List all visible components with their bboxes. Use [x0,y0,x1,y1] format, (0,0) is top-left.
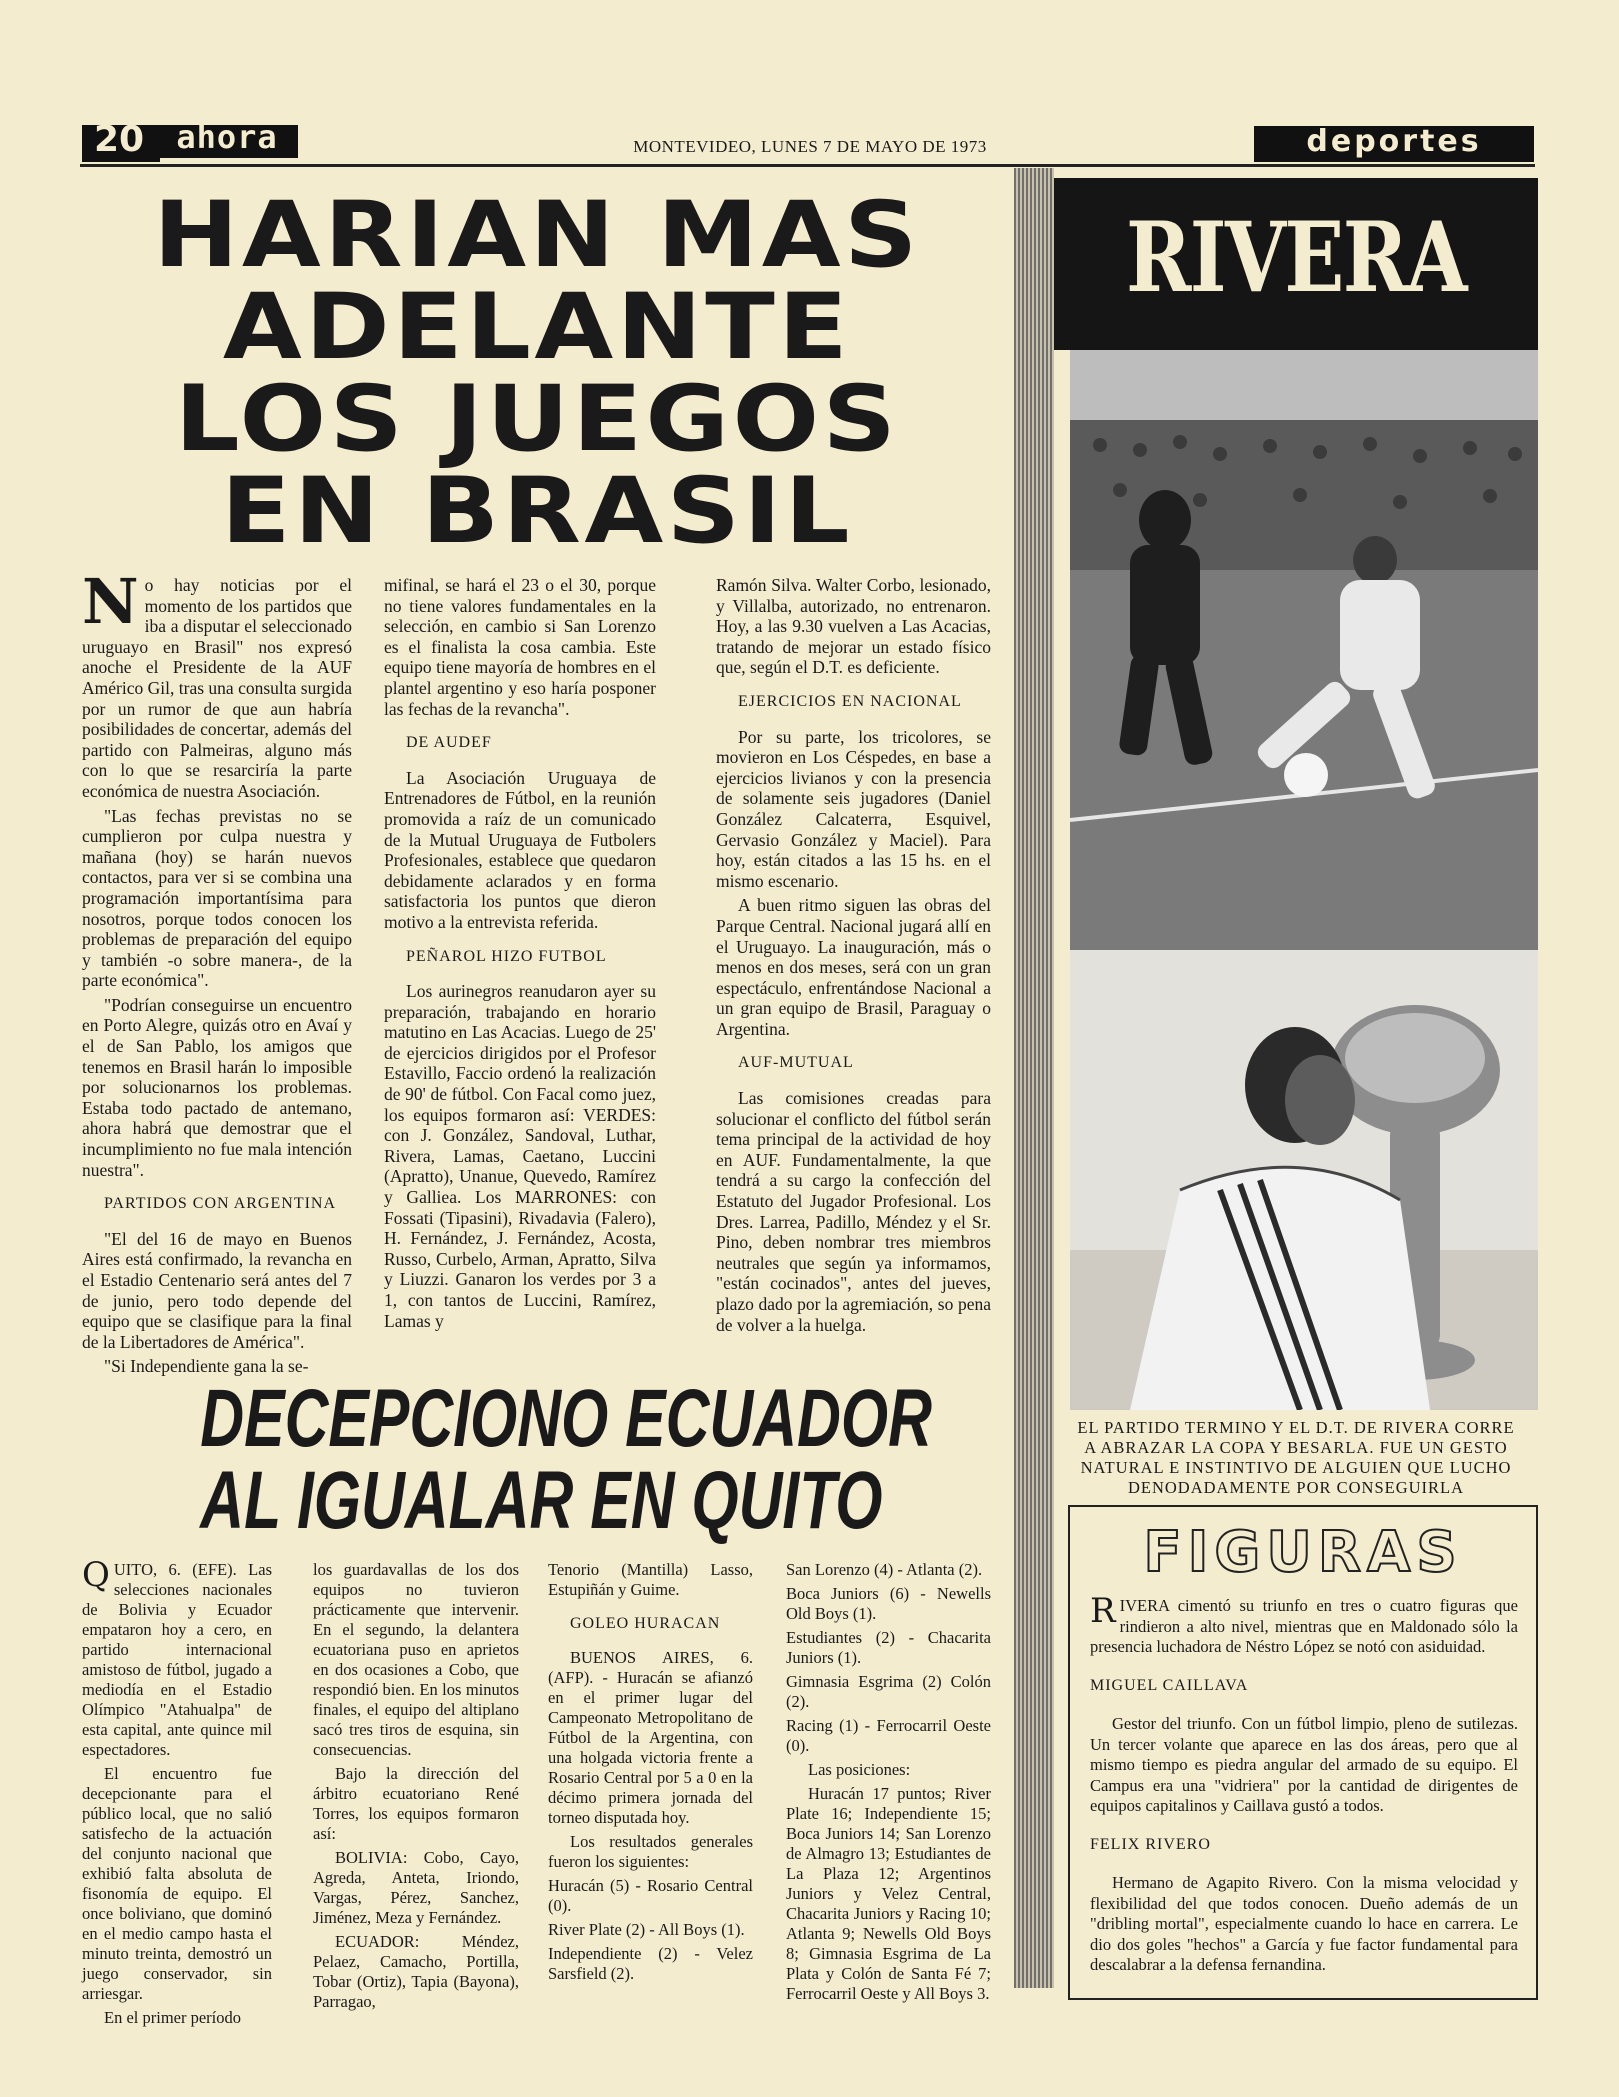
headline-line: EN BRASIL [221,459,853,564]
subheading: PARTIDOS CON ARGENTINA [104,1195,337,1213]
article1-column-2 [384,575,656,1335]
result-line: Boca Juniors (6) - Newells Old Boys (1). [786,1584,991,1623]
match-photo-image [1070,350,1538,950]
article2-column-1 [82,1555,272,2032]
paragraph: "Si Independiente gana la se- [104,1356,309,1377]
subheading: EJERCICIOS EN NACIONAL [738,692,962,710]
paragraph: mifinal, se hará el 23 o el 30, porque no tiene valores fundamentales en la selección, en cambio si San Lorenzo es el finalista la cosa cambia. Este equipo tiene mayoría de hombres en el plantel argentino y eso haría posponer las fechas de la revancha". [384,575,656,719]
article1-headline [82,183,992,564]
section-name: deportes [1306,124,1482,159]
headline-line: AL IGUALAR EN QUITO [200,1455,883,1546]
vertical-divider [1014,168,1054,1988]
player-name: FELIX RIVERO [1090,1835,1211,1853]
paragraph: BOLIVIA: Cobo, Cayo, Agreda, Anteta, Iriondo, Vargas, Pérez, Sanchez, Jiménez, Meza y Fernández. [313,1848,519,1927]
header-rule [80,164,1535,167]
headline-line: ADELANTE [222,275,852,380]
headline-line: HARIAN MAS [153,183,921,288]
paragraph: Por su parte, los tricolores, se movieron en Los Céspedes, en base a ejercicios livianos y con la presencia de solamente seis jugadores (Daniel González Calcaterra, Esquivel, Gervasio González y Maciel). Para hoy, están citados a las 15 hs. en el mismo escenario. [716,726,991,891]
article2-headline [82,1373,992,1546]
paragraph: Bajo la dirección del árbitro ecuatoriano René Torres, los equipos formaron así: [313,1764,519,1843]
drop-cap: N [82,565,139,638]
article1-column-1 [82,565,352,1381]
dateline: MONTEVIDEO, LUNES 7 DE MAYO DE 1973 [633,137,987,156]
paragraph: "El del 16 de mayo en Buenos Aires está confirmado, la revancha en el Estadio Centenario será antes del 7 de junio, pero todo depende del equipo que se clasifique para la final de la Libertadores de América". [82,1228,352,1352]
subheading: DE AUDEF [406,734,492,752]
result-line: Racing (1) - Ferrocarril Oeste (0). [786,1716,991,1755]
paragraph: A buen ritmo siguen las obras del Parque Central. Nacional jugará allí en el Uruguayo. La inauguración, más o menos en dos meses, será con un gran espectáculo, enfrentándose Nacional a un gran equipo de Brasil, Paraguay o Argentina. [716,895,991,1039]
standings-title: Las posiciones: [808,1760,911,1779]
figuras-title: FIGURAS [1143,1520,1463,1585]
article2-column-2 [313,1560,519,2016]
drop-cap: R [1090,1591,1116,1631]
headline-line: DECEPCIONO ECUADOR [200,1373,932,1464]
subheading: AUF-MUTUAL [738,1054,854,1072]
paragraph: En el primer período [104,2008,241,2027]
drop-cap: Q [82,1555,110,1595]
subheading: PEÑAROL HIZO FUTBOL [406,947,607,965]
caption-line: A ABRAZAR LA COPA Y BESARLA. FUE UN GESTO [1084,1438,1508,1457]
paragraph: La Asociación Uruguaya de Entrenadores de Fútbol, en la reunión promovida a raíz de un comunicado de la Mutual Uruguaya de Futbolers Profesionales, establece que quedaron debidamente aclarados y en forma satisfactoria los puntos que dieron motivo a la entrevista referida. [384,767,656,932]
paragraph: Tenorio (Mantilla) Lasso, Estupiñán y Guime. [548,1560,753,1599]
paragraph: BUENOS AIRES, 6. (AFP). - Huracán se afianzó en el primer lugar del Campeonato Metropolitano de Fútbol de la Argentina, con una holgada victoria frente a Rosario Central por 5 a 0 en la décimo primera jornada del torneo disputada hoy. [548,1648,753,1827]
trophy-photo [1070,950,1538,1410]
paragraph: los guardavallas de los dos equipos no tuvieron prácticamente que intervenir. En el segundo, la delantera ecuatoriana puso en aprietos en dos ocasiones a Cobo, que respondió bien. En los minutos finales, el equipo del altiplano sacó tres tiros de esquina, sin consecuencias. [313,1560,519,1759]
headline-line: LOS JUEGOS [174,367,900,472]
paragraph: Los aurinegros reanudaron ayer su preparación, trabajando en horario matutino en Las Acacias. Luego de 25' de ejercicios dirigidos por el Profesor Estavillo, Faccio ordenó la realización de 90' de fútbol. Con Facal como juez, los equipos formaron así: VERDES: con J. González, Sandoval, Luthar, Rivera, Lamas, Caetano, Luccini (Apratto), Unanue, Quevedo, Ramírez y Galliea. Los MARRONES: con Fossati (Tipasini), Rivadavia (Falero), H. Fernández, J. Fernández, Acosta, Russo, Curbelo, Arman, Apratto, Silva y Liuzzi. Ganaron los verdes por 3 a 1, con tantos de Luccini, Ramírez, Lamas y [384,981,656,1331]
standings: Huracán 17 puntos; River Plate 16; Independiente 15; Boca Juniors 14; San Lorenzo de Almagro 13; Estudiantes de La Plaza 12; Argentinos Juniors y Velez Central, Chacarita Juniors y Racing 10; Atlanta 9; Newells Old Boys 8; Gimnasia Esgrima de La Plata y Colón de Santa Fé 7; Ferrocarril Oeste y All Boys 3. [786,1784,991,2003]
subheading: GOLEO HURACAN [570,1615,721,1632]
paragraph: Gestor del triunfo. Con un fútbol limpio, pleno de sutilezas. Un tercer volante que aparece en las dos áreas, pero que al mismo tiempo es piedra angular del armado de su equipo. El Campus era una "vidriera" por la cantidad de dirigentes de equipos capitalinos y Caillava gustó a todos. [1090,1714,1518,1815]
paragraph: UITO, 6. (EFE). Las selecciones nacionales de Bolivia y Ecuador empataron hoy a cero, en partido internacional amistoso de fútbol, jugado a mediodía en el Estadio Olímpico "Atahualpa" de esta capital, ante quince mil espectadores. [82,1560,272,1759]
caption-line: NATURAL E INSTINTIVO DE ALGUIEN QUE LUCHO [1080,1458,1512,1477]
player-name: MIGUEL CAILLAVA [1090,1676,1249,1694]
paragraph: o hay noticias por el momento de los partidos que iba a disputar el seleccionado uruguayo en Brasil" nos expresó anoche el Presidente de la AUF Américo Gil, tras una consulta surgida por un rumor de que aun habría posibilidades de concertar, además del partido con Palmeiras, alguno más con lo que se resarciría la parte económica de nuestra Asociación. [82,575,352,801]
result-line: San Lorenzo (4) - Atlanta (2). [786,1560,983,1579]
paragraph: Hermano de Agapito Rivero. Con la misma velocidad y flexibilidad del que todos conocen. Dueño además de un "dribling mortal", especialmente cuando lo hace en carrera. Le dio dos goles "hechos" a García y fue factor fundamental para descalabrar a la defensa fernandina. [1090,1873,1518,1974]
paragraph: ECUADOR: Méndez, Pelaez, Camacho, Portilla, Tobar (Ortiz), Tapia (Bayona), Parragao, [313,1932,519,2011]
paragraph: "Podrían conseguirse un encuentro en Porto Alegre, quizás otro en Avaí y el de San Pablo, los amigos que tenemos en Brasil harán lo imposible por solucionarnos los problemas. Estaba todo pactado de antemano, ahora habrá que demostrar que el incumplimiento no fue mala intención nuestra". [82,994,352,1180]
result-line: River Plate (2) - All Boys (1). [548,1920,745,1939]
article2-column-3 [548,1560,753,1988]
paragraph: El encuentro fue decepcionante para el público local, que no salió satisfecho de la actuación del conjunto nacional que exhibió falta absoluta de fisonomía de equipo. El once boliviano, que dominó en el medio campo hasta el minuto treinta, demostró un juego conservador, sin arriesgar. [82,1764,272,2003]
paragraph: Los resultados generales fueron los siguientes: [548,1832,753,1871]
article2-column-4 [786,1560,991,2008]
figuras-text [1090,1591,1518,1982]
article1-column-3 [716,575,991,1339]
result-line: Estudiantes (2) - Chacarita Juniors (1). [786,1628,991,1667]
paper-name: ahora [176,118,278,156]
paragraph: "Las fechas previstas no se cumplieron por culpa nuestra y mañana (hoy) se harán nuevos contactos, para ver si se combina una programación importantísima para nosotros, porque todos conocen los problemas de preparación del equipo y también -o sobre manera-, de la parte económica". [82,805,352,991]
paragraph: Las comisiones creadas para solucionar el conflicto del fútbol serán tema principal de la actividad de hoy en AUF. Fundamentalmente, la que tendrá a su cargo la confección del Estatuto del Jugador Profesional. Los Dres. Larrea, Padillo, Méndez y el Sr. Pino, deben nombrar tres miembros neutrales que según ya informamos, "están cocinados", antes del jueves, plazo dado por la agremiación, so pena de volver a la huelga. [716,1088,991,1335]
result-line: Gimnasia Esgrima (2) Colón (2). [786,1672,991,1711]
rivera-banner-text: RIVERA [1126,201,1466,314]
trophy-photo-image [1070,950,1538,1410]
caption-line: EL PARTIDO TERMINO Y EL D.T. DE RIVERA CORRE [1077,1418,1515,1437]
photo-caption [1054,1418,1538,1498]
result-line: Independiente (2) - Velez Sarsfield (2). [548,1944,753,1983]
page-number: 20 [93,119,145,160]
result-line: Huracán (5) - Rosario Central (0). [548,1876,753,1915]
paragraph: Ramón Silva. Walter Corbo, lesionado, y Villalba, autorizado, no entrenaron. Hoy, a las 9.30 vuelven a Las Acacias, tratando de mejorar un estado físico que, según el D.T. es deficiente. [716,575,991,678]
match-photo [1070,350,1538,950]
caption-line: DENODADAMENTE POR CONSEGUIRLA [1127,1478,1465,1497]
paragraph: IVERA cimentó su triunfo en tres o cuatro figuras que rindieron a alto nivel, mientras que en Maldonado sólo la presencia luchadora de Néstro López se notó con asiduidad. [1090,1596,1518,1656]
